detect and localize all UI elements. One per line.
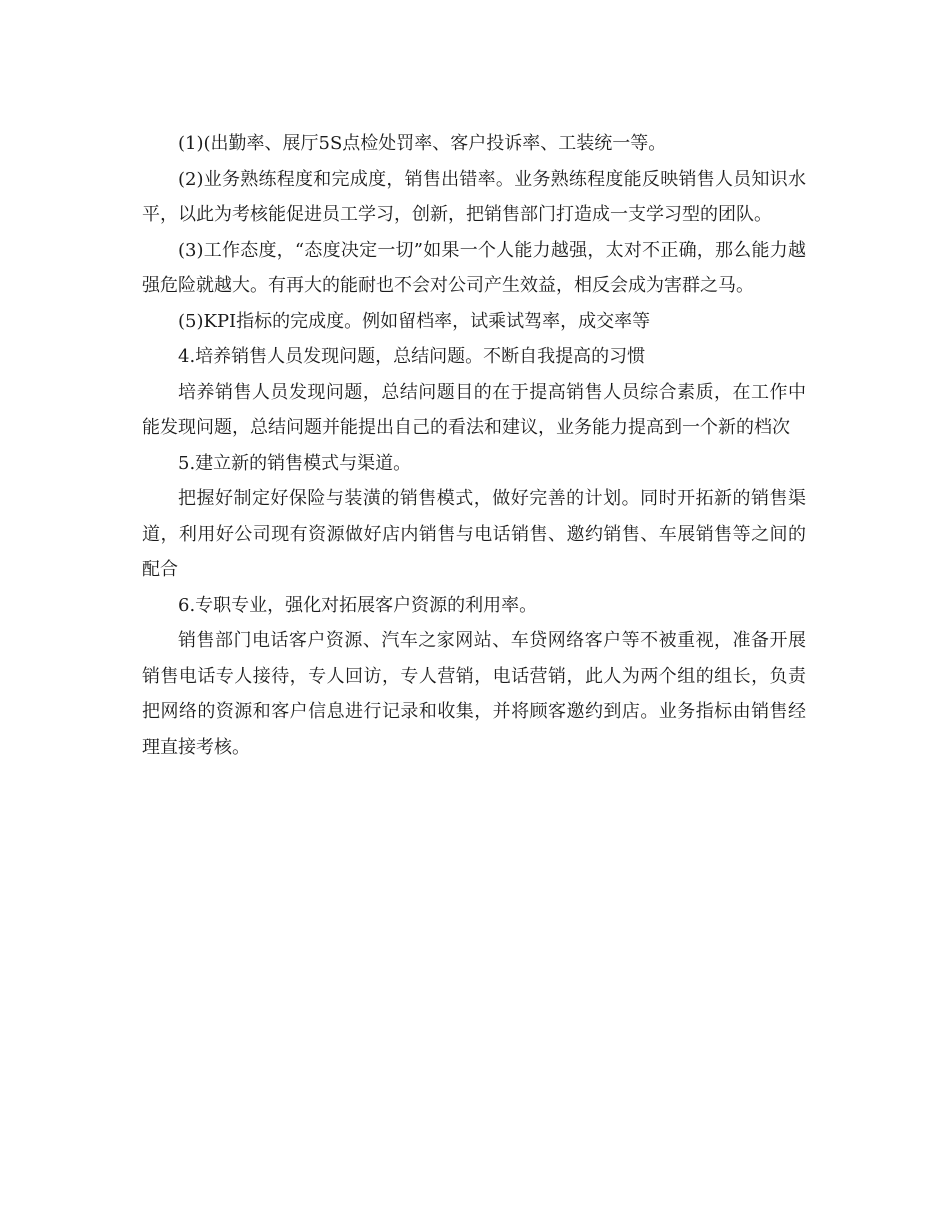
paragraph-kpi-completion: (5)KPI指标的完成度。例如留档率，试乘试驾率，成交率等 bbox=[178, 310, 651, 332]
document-body bbox=[142, 126, 806, 765]
paragraph-section-5-body: 把握好制定好保险与装潢的销售模式，做好完善的计划。同时开拓新的销售渠道，利用好公司现有资源做好店内销售与电话销售、邀约销售、车展销售等之间的配合 bbox=[142, 488, 806, 580]
paragraph-work-attitude: (3)工作态度，“态度决定一切”如果一个人能力越强，太对不正确，那么能力越强危险就越大。有再大的能耐也不会对公司产生效益，相反会成为害群之马。 bbox=[142, 239, 806, 296]
paragraph-section-4-body: 培养销售人员发现问题，总结问题目的在于提高销售人员综合素质，在工作中能发现问题，总结问题并能提出自己的看法和建议，业务能力提高到一个新的档次 bbox=[142, 381, 806, 438]
paragraph-attendance-criteria: (1)(出勤率、展厅5S点检处罚率、客户投诉率、工装统一等。 bbox=[178, 133, 667, 154]
paragraph-business-proficiency: (2)业务熟练程度和完成度，销售出错率。业务熟练程度能反映销售人员知识水平，以此为考核能促进员工学习，创新，把销售部门打造成一支学习型的团队。 bbox=[142, 168, 806, 225]
heading-section-5: 5.建立新的销售模式与渠道。 bbox=[178, 452, 412, 474]
paragraph-section-6-body: 销售部门电话客户资源、汽车之家网站、车贷网络客户等不被重视，准备开展销售电话专人接待，专人回访，专人营销，电话营销，此人为两个组的组长，负责把网络的资源和客户信息进行记录和收集，并将顾客邀约到店。业务指标由销售经理直接考核。 bbox=[142, 630, 806, 758]
heading-section-4: 4.培养销售人员发现问题，总结问题。不断自我提高的习惯 bbox=[178, 346, 646, 367]
heading-section-6: 6.专职专业，强化对拓展客户资源的利用率。 bbox=[178, 594, 538, 616]
